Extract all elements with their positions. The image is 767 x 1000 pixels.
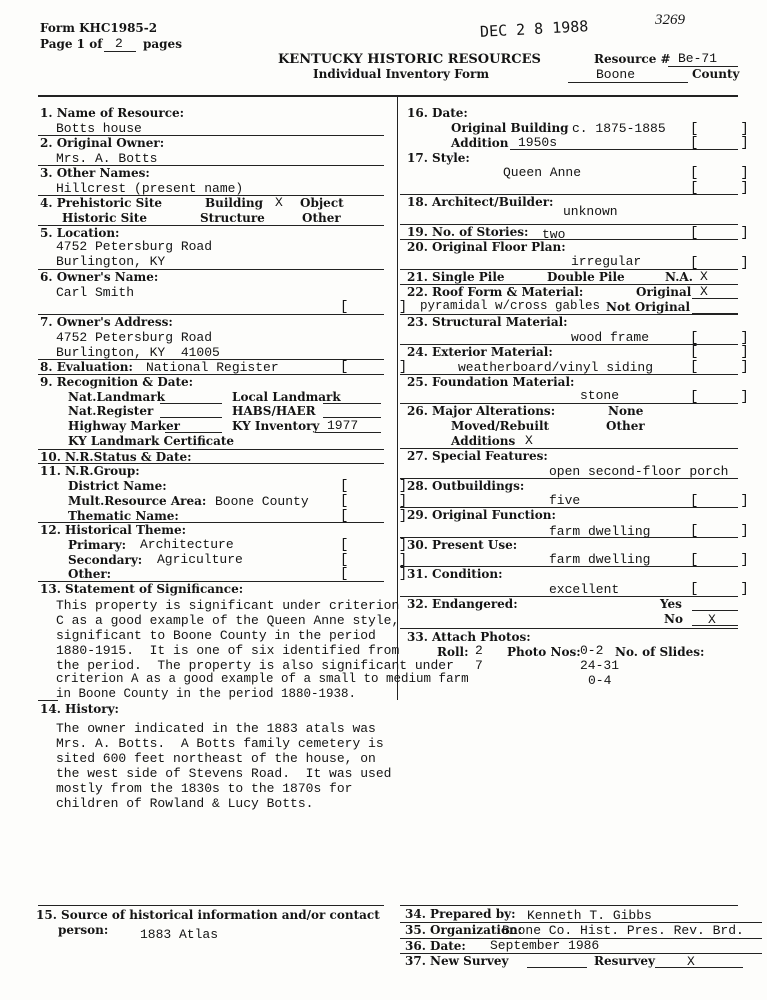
original-function-value: farm dwelling bbox=[549, 524, 651, 539]
roof-not-original-label: Not Original bbox=[606, 300, 691, 314]
checkbox-24-b: [ ] bbox=[690, 359, 749, 375]
field-13-label: 13. Statement of Significance: bbox=[40, 582, 244, 596]
primary-theme-value: Architecture bbox=[140, 537, 234, 552]
na-mark: X bbox=[700, 269, 708, 284]
field-7-label: 7. Owner's Address: bbox=[40, 315, 173, 329]
secondary-theme-label: Secondary: bbox=[68, 553, 143, 567]
field-28-label: 28. Outbuildings: bbox=[407, 479, 525, 493]
location-line-2: Burlington, KY bbox=[56, 254, 166, 269]
history-line: the west side of Stevens Road. It was used bbox=[56, 766, 392, 781]
field-22-label: 22. Roof Form & Material: bbox=[407, 285, 584, 299]
field-9-label: 9. Recognition & Date: bbox=[40, 375, 194, 389]
checkbox-28: [ ] bbox=[690, 493, 749, 509]
field-5-label: 5. Location: bbox=[40, 226, 120, 240]
original-building-date: c. 1875-1885 bbox=[572, 121, 666, 136]
checkbox-24-a: [ ] bbox=[690, 344, 749, 360]
significance-line: This property is significant under criterion bbox=[56, 598, 400, 613]
present-use-value: farm dwelling bbox=[549, 552, 651, 567]
ky-landmark-certificate-label: KY Landmark Certificate bbox=[68, 434, 235, 448]
photo-nos-2: 24-31 bbox=[580, 658, 620, 673]
checkbox-11-multres: [ ] bbox=[340, 493, 408, 509]
checkbox-16-addition: [ ] bbox=[690, 135, 749, 151]
checkbox-23: [ ] bbox=[690, 330, 749, 346]
field-20-label: 20. Original Floor Plan: bbox=[407, 240, 566, 254]
foundation-material-value: stone bbox=[580, 388, 620, 403]
page-count-suffix: pages bbox=[143, 37, 182, 51]
checkbox-16-original: [ ] bbox=[690, 121, 749, 137]
roll-value-2: 7 bbox=[475, 658, 483, 673]
field-6-label: 6. Owner's Name: bbox=[40, 270, 159, 284]
handwritten-number: 3269 bbox=[655, 12, 685, 28]
history-line: Mrs. A. Botts. A Botts family cemetery is bbox=[56, 736, 384, 751]
checkbox-17-a: [ ] bbox=[690, 165, 749, 181]
secondary-theme-value: Agriculture bbox=[157, 552, 243, 567]
checkbox-17-b: [ ] bbox=[690, 180, 749, 196]
organization-value: Boone Co. Hist. Pres. Rev. Brd. bbox=[502, 923, 744, 938]
significance-line: the period. The property is also significant under bbox=[56, 658, 454, 673]
field-26-label: 26. Major Alterations: bbox=[407, 404, 556, 418]
double-pile-option: Double Pile bbox=[547, 270, 625, 284]
field-33-label: 33. Attach Photos: bbox=[407, 630, 531, 644]
location-line-1: 4752 Petersburg Road bbox=[56, 239, 213, 254]
local-landmark-label: Local Landmark bbox=[232, 390, 341, 404]
endangered-yes-label: Yes bbox=[660, 597, 682, 611]
ky-inventory-label: KY Inventory bbox=[232, 419, 320, 433]
architect-value: unknown bbox=[563, 204, 618, 219]
field-36-label: 36. Date: bbox=[405, 939, 466, 953]
addition-date: 1950s bbox=[518, 135, 558, 150]
field-30-label: 30. Present Use: bbox=[407, 538, 518, 552]
checkbox-19: [ ] bbox=[690, 225, 749, 241]
field-14-label: 14. History: bbox=[40, 702, 119, 716]
outbuildings-value: five bbox=[549, 493, 581, 508]
owners-address-line-2: Burlington, KY 41005 bbox=[56, 345, 220, 360]
roof-original-mark: X bbox=[700, 284, 708, 299]
date-prepared-value: September 1986 bbox=[490, 938, 600, 953]
roof-original-label: Original bbox=[636, 285, 692, 299]
prepared-by-value: Kenneth T. Gibbs bbox=[527, 908, 652, 923]
field-19-label: 19. No. of Stories: bbox=[407, 225, 529, 239]
checkbox-25: [ ] bbox=[690, 389, 749, 405]
county-value: Boone bbox=[596, 67, 636, 82]
field-17-label: 17. Style: bbox=[407, 151, 470, 165]
field-21-label: 21. Single Pile bbox=[407, 270, 505, 284]
slides-label: No. of Slides: bbox=[615, 645, 705, 659]
owners-name: Carl Smith bbox=[56, 285, 135, 300]
ky-inventory-value: 1977 bbox=[327, 418, 359, 433]
page-total: 2 bbox=[115, 36, 123, 51]
checkbox-12-other: [ ] bbox=[340, 566, 408, 582]
other-option: Other bbox=[302, 211, 341, 225]
highway-marker-label: Highway Marker bbox=[68, 419, 180, 433]
photo-nos-3: 0-4 bbox=[588, 673, 612, 688]
mult-resource-area-value: Boone County bbox=[215, 494, 309, 509]
endangered-no-label: No bbox=[664, 612, 683, 626]
field-29-label: 29. Original Function: bbox=[407, 508, 556, 522]
form-subtitle: Individual Inventory Form bbox=[313, 67, 490, 81]
field-24-label: 24. Exterior Material: bbox=[407, 345, 553, 359]
original-owner: Mrs. A. Botts bbox=[56, 151, 158, 166]
alterations-additions-mark: X bbox=[525, 433, 533, 448]
owners-address-line-1: 4752 Petersburg Road bbox=[56, 330, 213, 345]
form-id: Form KHC1985-2 bbox=[40, 21, 158, 35]
endangered-no-mark: X bbox=[708, 612, 716, 627]
form-title: KENTUCKY HISTORIC RESOURCES bbox=[278, 52, 541, 67]
nat-register-label: Nat.Register bbox=[68, 404, 154, 418]
building-option: Building bbox=[205, 196, 264, 210]
structural-material-value: wood frame bbox=[571, 330, 650, 345]
field-4-label: 4. Prehistoric Site bbox=[40, 196, 163, 210]
object-option: Object bbox=[300, 196, 344, 210]
field-12-label: 12. Historical Theme: bbox=[40, 523, 187, 537]
field-10-label: 10. N.R.Status & Date: bbox=[40, 450, 192, 464]
alterations-other-option: Other bbox=[606, 419, 645, 433]
field-23-label: 23. Structural Material: bbox=[407, 315, 568, 329]
field-25-label: 25. Foundation Material: bbox=[407, 375, 575, 389]
district-name-label: District Name: bbox=[68, 479, 167, 493]
addition-label: Addition bbox=[451, 136, 509, 150]
habs-haer-label: HABS/HAER bbox=[232, 404, 316, 418]
checkbox-31: [ ] bbox=[690, 581, 749, 597]
significance-line: C as a good example of the Queen Anne style, bbox=[56, 613, 400, 628]
significance-line: criterion A as a good example of a small to medium farm bbox=[56, 672, 469, 686]
field-11-label: 11. N.R.Group: bbox=[40, 464, 140, 478]
other-theme-label: Other: bbox=[68, 567, 112, 581]
county-label: County bbox=[692, 67, 740, 81]
field-27-label: 27. Special Features: bbox=[407, 449, 548, 463]
structure-option: Structure bbox=[200, 211, 265, 225]
checkbox-29: [ ] bbox=[690, 523, 749, 539]
field-2-label: 2. Original Owner: bbox=[40, 136, 165, 150]
field-3-label: 3. Other Names: bbox=[40, 166, 150, 180]
field-35-label: 35. Organization: bbox=[405, 923, 523, 937]
checkbox-11-thematic: [ ] bbox=[340, 508, 408, 524]
field-31-label: 31. Condition: bbox=[407, 567, 503, 581]
field-15-label-2: person: bbox=[58, 923, 109, 937]
significance-line: 1880-1915. It is one of six identified from bbox=[56, 643, 400, 658]
resource-number: Be-71 bbox=[678, 51, 718, 66]
photo-nos-1: 0-2 bbox=[580, 643, 604, 658]
field-34-label: 34. Prepared by: bbox=[405, 907, 516, 921]
checkbox-12-secondary: [ ] bbox=[340, 552, 408, 568]
alterations-none-option: None bbox=[608, 404, 644, 418]
significance-line: significant to Boone County in the period bbox=[56, 628, 376, 643]
checkbox-12-primary: [ ] bbox=[340, 537, 408, 553]
page-count-prefix: Page 1 of bbox=[40, 37, 103, 51]
original-building-label: Original Building bbox=[451, 121, 569, 135]
alterations-additions-option: Additions bbox=[451, 434, 516, 448]
floor-plan-value: irregular bbox=[571, 254, 642, 269]
resurvey-mark: X bbox=[687, 954, 695, 969]
field-37-label: 37. New Survey bbox=[405, 954, 509, 968]
historic-site-option: Historic Site bbox=[62, 211, 147, 225]
checkbox-8: [ ] bbox=[340, 359, 408, 375]
checkbox-6: [ ] bbox=[340, 299, 408, 315]
resource-number-label: Resource # bbox=[594, 52, 671, 66]
nat-landmark-label: Nat.Landmark bbox=[68, 390, 165, 404]
primary-theme-label: Primary: bbox=[68, 538, 127, 552]
source-value: 1883 Atlas bbox=[140, 927, 219, 942]
name-of-resource: Botts house bbox=[56, 121, 142, 136]
history-line: children of Rowland & Lucy Botts. bbox=[56, 796, 314, 811]
roll-label: Roll: bbox=[437, 645, 469, 659]
alterations-moved-option: Moved/Rebuilt bbox=[451, 419, 550, 433]
history-line: mostly from the 1830s to the 1870s for bbox=[56, 781, 353, 796]
evaluation-value: National Register bbox=[146, 360, 279, 375]
received-date-stamp: DEC 2 8 1988 bbox=[479, 17, 589, 41]
field-32-label: 32. Endangered: bbox=[407, 597, 518, 611]
building-mark: X bbox=[275, 195, 283, 210]
field-18-label: 18. Architect/Builder: bbox=[407, 195, 554, 209]
history-line: The owner indicated in the 1883 atals was bbox=[56, 721, 376, 736]
condition-value: excellent bbox=[549, 582, 620, 597]
thematic-name-label: Thematic Name: bbox=[68, 509, 179, 523]
field-15-label: 15. Source of historical information and/or contact bbox=[36, 908, 380, 922]
checkbox-11-district: [ ] bbox=[340, 478, 408, 494]
stories-value: two bbox=[542, 227, 566, 242]
checkbox-20: [ ] bbox=[690, 255, 749, 271]
other-names: Hillcrest (present name) bbox=[56, 181, 244, 196]
field-8-label: 8. Evaluation: bbox=[40, 360, 133, 374]
photo-nos-label: Photo Nos: bbox=[507, 645, 581, 659]
roll-value-1: 2 bbox=[475, 643, 483, 658]
special-features-value: open second-floor porch bbox=[549, 464, 729, 479]
history-line: sited 600 feet northeast of the house, on bbox=[56, 751, 376, 766]
field-1-label: 1. Name of Resource: bbox=[40, 106, 185, 120]
significance-line: in Boone County in the period 1880-1938. bbox=[56, 687, 357, 701]
field-16-label: 16. Date: bbox=[407, 106, 468, 120]
checkbox-30: [ ] bbox=[690, 552, 749, 568]
mult-resource-area-label: Mult.Resource Area: bbox=[68, 494, 207, 508]
na-option: N.A. bbox=[665, 270, 693, 284]
exterior-material-value: weatherboard/vinyl siding bbox=[458, 360, 654, 375]
roof-form-value: pyramidal w/cross gables bbox=[420, 299, 601, 313]
resurvey-label: Resurvey bbox=[594, 954, 655, 968]
style-value: Queen Anne bbox=[503, 165, 582, 180]
